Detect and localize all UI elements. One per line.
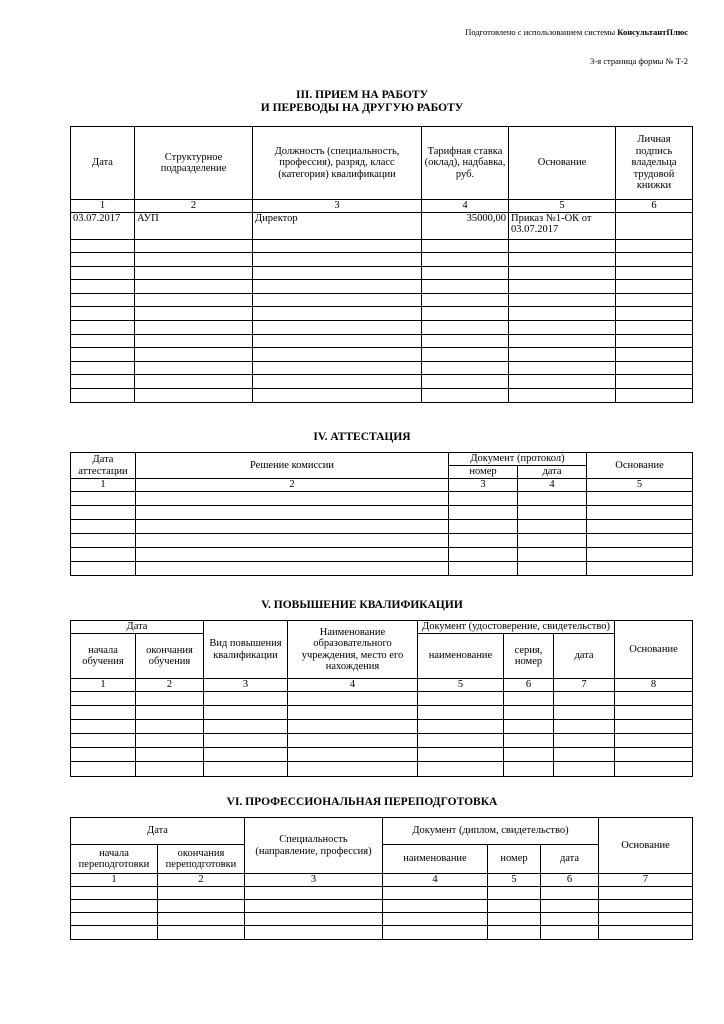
table-cell <box>615 734 693 748</box>
prepared-prefix: Подготовлено с использованием системы <box>465 27 618 37</box>
table-cell <box>253 280 422 294</box>
table-cell <box>518 561 587 575</box>
table-cell <box>71 533 136 547</box>
table-cell <box>449 491 518 505</box>
table-row <box>71 886 693 899</box>
col-number: 2 <box>136 679 204 692</box>
table-cell <box>71 913 158 926</box>
section3-title-line1: III. ПРИЕМ НА РАБОТУ <box>295 89 429 101</box>
table-cell <box>422 389 509 403</box>
table-cell <box>422 253 509 267</box>
table-cell <box>135 253 253 267</box>
table-cell <box>509 307 616 321</box>
col-header: Основание <box>509 127 616 200</box>
table-row <box>71 748 693 762</box>
col-header: окончания переподготовки <box>158 845 245 874</box>
table-row <box>71 762 693 776</box>
table-cell <box>71 505 136 519</box>
col-header: Документ (удостоверение, свидетельство) <box>418 621 615 634</box>
table-row <box>71 293 693 307</box>
table-cell <box>509 389 616 403</box>
table-cell <box>204 762 288 776</box>
table-cell <box>616 334 693 348</box>
table-cell <box>509 375 616 389</box>
col-header: Основание <box>587 453 693 479</box>
col-number: 4 <box>422 200 509 213</box>
col-header: начала обучения <box>71 634 136 679</box>
table-cell <box>253 321 422 335</box>
col-number: 3 <box>204 679 288 692</box>
table-cell <box>245 926 383 939</box>
col-header: наименование <box>383 845 488 874</box>
col-header: дата <box>541 845 599 874</box>
hiring-transfers-table <box>70 126 693 403</box>
table-cell <box>71 239 135 253</box>
table-cell <box>71 280 135 294</box>
table-cell <box>541 886 599 899</box>
col-number: 5 <box>488 874 541 887</box>
table-cell <box>615 705 693 719</box>
table-cell <box>71 547 136 561</box>
page-label: 3-я страница формы № Т-2 <box>590 56 688 66</box>
table-cell <box>422 280 509 294</box>
table-row <box>71 321 693 335</box>
col-number: 3 <box>449 479 518 492</box>
cell-rate: 35000,00 <box>422 212 509 239</box>
table-row <box>71 239 693 253</box>
table-cell <box>204 748 288 762</box>
table-cell <box>509 321 616 335</box>
table-cell <box>518 519 587 533</box>
table-cell <box>488 886 541 899</box>
table-cell <box>509 280 616 294</box>
col-number: 4 <box>518 479 587 492</box>
table-cell <box>504 719 554 733</box>
table-cell <box>135 361 253 375</box>
table-cell <box>71 762 136 776</box>
table-cell <box>136 762 204 776</box>
cell-date: 03.07.2017 <box>71 212 135 239</box>
table-cell <box>204 719 288 733</box>
col-number: 4 <box>288 679 418 692</box>
table-cell <box>587 533 693 547</box>
col-number: 4 <box>383 874 488 887</box>
table-cell <box>71 334 135 348</box>
table-cell <box>615 762 693 776</box>
col-number: 5 <box>418 679 504 692</box>
table-cell <box>253 361 422 375</box>
table-cell <box>616 321 693 335</box>
table-cell <box>418 719 504 733</box>
column-numbers-row <box>71 479 693 492</box>
table-cell <box>71 691 136 705</box>
table-cell <box>504 748 554 762</box>
col-number: 6 <box>616 200 693 213</box>
table-row <box>71 348 693 362</box>
table-cell <box>422 334 509 348</box>
table-cell <box>599 886 693 899</box>
table-cell <box>136 691 204 705</box>
cell-signature <box>616 212 693 239</box>
col-header: Специальность (направление, профессия) <box>245 818 383 874</box>
table-cell <box>616 348 693 362</box>
table-cell <box>71 321 135 335</box>
col-header: Вид повышения квалификации <box>204 621 288 679</box>
table-cell <box>204 691 288 705</box>
table-cell <box>136 719 204 733</box>
table-cell <box>616 293 693 307</box>
table-row <box>71 913 693 926</box>
table-cell <box>541 899 599 912</box>
table-cell <box>504 762 554 776</box>
table-cell <box>136 519 449 533</box>
table-cell <box>422 348 509 362</box>
table-cell <box>135 375 253 389</box>
col-header: начала переподготовки <box>71 845 158 874</box>
table-cell <box>135 389 253 403</box>
table-cell <box>158 899 245 912</box>
table-cell <box>541 913 599 926</box>
col-header: номер <box>449 466 518 479</box>
table-cell <box>509 239 616 253</box>
table-cell <box>422 307 509 321</box>
table-cell <box>135 334 253 348</box>
table-cell <box>71 519 136 533</box>
table-cell <box>616 266 693 280</box>
table-cell <box>599 899 693 912</box>
table-cell <box>71 734 136 748</box>
table-cell <box>71 307 135 321</box>
table-cell <box>383 886 488 899</box>
table-row <box>71 307 693 321</box>
table-cell <box>518 491 587 505</box>
table-cell <box>253 293 422 307</box>
col-number: 2 <box>136 479 449 492</box>
table-row <box>71 280 693 294</box>
col-number: 1 <box>71 200 135 213</box>
table-row <box>71 375 693 389</box>
section3-title <box>0 89 724 114</box>
table-cell <box>71 886 158 899</box>
table-cell <box>554 705 615 719</box>
table-cell <box>71 719 136 733</box>
table-cell <box>135 280 253 294</box>
table-cell <box>616 253 693 267</box>
table-row <box>71 899 693 912</box>
col-number: 7 <box>554 679 615 692</box>
table-cell <box>136 547 449 561</box>
col-header: Дата <box>71 127 135 200</box>
table-cell <box>204 734 288 748</box>
table-cell <box>245 913 383 926</box>
table-cell <box>616 361 693 375</box>
section3-title-line2: И ПЕРЕВОДЫ НА ДРУГУЮ РАБОТУ <box>260 101 464 114</box>
table-cell <box>383 913 488 926</box>
table-cell <box>599 926 693 939</box>
table-cell <box>288 691 418 705</box>
table-cell <box>518 547 587 561</box>
table-cell <box>71 748 136 762</box>
table-cell <box>204 705 288 719</box>
table-cell <box>136 748 204 762</box>
table-cell <box>136 491 449 505</box>
table-cell <box>136 533 449 547</box>
table-cell <box>616 375 693 389</box>
table-cell <box>422 375 509 389</box>
table-header-row <box>71 453 693 466</box>
table-cell <box>554 748 615 762</box>
col-header: дата <box>518 466 587 479</box>
table-cell <box>616 389 693 403</box>
attestation-table <box>70 452 693 576</box>
col-header: номер <box>488 845 541 874</box>
col-header: Решение комиссии <box>136 453 449 479</box>
col-number: 5 <box>587 479 693 492</box>
table-cell <box>71 375 135 389</box>
table-cell <box>422 321 509 335</box>
table-cell <box>509 266 616 280</box>
column-numbers-row <box>71 874 693 887</box>
table-cell <box>422 266 509 280</box>
table-row <box>71 266 693 280</box>
table-cell <box>158 913 245 926</box>
table-cell <box>554 734 615 748</box>
table-cell <box>509 293 616 307</box>
col-header: Личная подпись владельца трудовой книжки <box>616 127 693 200</box>
column-numbers-row <box>71 679 693 692</box>
table-cell <box>509 253 616 267</box>
col-number: 8 <box>615 679 693 692</box>
col-header: Наименование образовательного учреждения, место его нахождения <box>288 621 418 679</box>
col-header: дата <box>554 634 615 679</box>
col-header: Тарифная ставка (оклад), надбавка, руб. <box>422 127 509 200</box>
col-header: Дата <box>71 818 245 845</box>
col-number: 2 <box>158 874 245 887</box>
table-cell <box>245 886 383 899</box>
table-row <box>71 389 693 403</box>
col-header: Дата аттестации <box>71 453 136 479</box>
table-row <box>71 705 693 719</box>
table-cell <box>615 691 693 705</box>
table-cell <box>136 734 204 748</box>
table-cell <box>418 691 504 705</box>
prepared-note <box>465 27 688 37</box>
table-row <box>71 691 693 705</box>
table-cell <box>288 748 418 762</box>
table-cell <box>253 307 422 321</box>
col-header: Структурное подразделение <box>135 127 253 200</box>
table-cell <box>158 926 245 939</box>
col-header: окончания обучения <box>136 634 204 679</box>
table-header-row <box>71 127 693 200</box>
table-cell <box>509 334 616 348</box>
table-cell <box>71 361 135 375</box>
table-cell <box>449 533 518 547</box>
section4-title: IV. АТТЕСТАЦИЯ <box>313 431 411 443</box>
table-cell <box>615 748 693 762</box>
table-cell <box>587 561 693 575</box>
table-cell <box>288 734 418 748</box>
col-header: Документ (протокол) <box>449 453 587 466</box>
table-cell <box>449 561 518 575</box>
table-header-row <box>71 621 693 634</box>
table-cell <box>554 691 615 705</box>
table-row <box>71 361 693 375</box>
table-cell <box>71 561 136 575</box>
table-cell <box>488 926 541 939</box>
table-cell <box>587 505 693 519</box>
table-cell <box>253 253 422 267</box>
table-cell <box>253 375 422 389</box>
table-cell <box>135 266 253 280</box>
col-header: серия, номер <box>504 634 554 679</box>
col-number: 5 <box>509 200 616 213</box>
table-cell <box>135 307 253 321</box>
col-number: 6 <box>504 679 554 692</box>
table-cell <box>135 348 253 362</box>
table-cell <box>504 691 554 705</box>
table-cell <box>288 705 418 719</box>
table-cell <box>488 913 541 926</box>
col-number: 3 <box>245 874 383 887</box>
table-row <box>71 491 693 505</box>
col-header: Должность (специальность, профессия), разряд, класс (категория) квалификации <box>253 127 422 200</box>
table-row <box>71 926 693 939</box>
col-number: 1 <box>71 679 136 692</box>
col-header: Дата <box>71 621 204 634</box>
table-row <box>71 519 693 533</box>
table-cell <box>422 361 509 375</box>
table-row <box>71 734 693 748</box>
table-cell <box>136 705 204 719</box>
table-cell <box>71 926 158 939</box>
table-cell <box>245 899 383 912</box>
table-row <box>71 561 693 575</box>
cell-unit: АУП <box>135 212 253 239</box>
table-cell <box>615 719 693 733</box>
col-header: Основание <box>615 621 693 679</box>
table-cell <box>418 705 504 719</box>
table-row <box>71 533 693 547</box>
col-number: 2 <box>135 200 253 213</box>
col-number: 3 <box>253 200 422 213</box>
table-cell <box>135 293 253 307</box>
table-header-row <box>71 818 693 845</box>
table-cell <box>449 547 518 561</box>
table-cell <box>71 293 135 307</box>
table-cell <box>554 719 615 733</box>
table-cell <box>136 505 449 519</box>
col-number: 7 <box>599 874 693 887</box>
table-cell <box>504 705 554 719</box>
table-cell <box>288 719 418 733</box>
table-row <box>71 334 693 348</box>
table-row <box>71 719 693 733</box>
table-row <box>71 253 693 267</box>
table-cell <box>418 748 504 762</box>
table-cell <box>135 321 253 335</box>
table-cell <box>616 280 693 294</box>
section6-title: VI. ПРОФЕССИОНАЛЬНАЯ ПЕРЕПОДГОТОВКА <box>226 796 498 808</box>
table-cell <box>253 348 422 362</box>
table-cell <box>71 253 135 267</box>
table-cell <box>253 389 422 403</box>
table-cell <box>587 519 693 533</box>
table-cell <box>504 734 554 748</box>
col-header: Основание <box>599 818 693 874</box>
table-cell <box>599 913 693 926</box>
table-cell <box>418 734 504 748</box>
cell-basis: Приказ №1-ОК от 03.07.2017 <box>509 212 616 239</box>
table-cell <box>449 505 518 519</box>
table-cell <box>616 307 693 321</box>
table-cell <box>418 762 504 776</box>
retraining-table <box>70 817 693 940</box>
qualification-table <box>70 620 693 777</box>
table-cell <box>518 533 587 547</box>
cell-position: Директор <box>253 212 422 239</box>
table-cell <box>488 899 541 912</box>
column-numbers-row <box>71 200 693 213</box>
table-cell <box>509 361 616 375</box>
section5-title: V. ПОВЫШЕНИЕ КВАЛИФИКАЦИИ <box>261 599 463 611</box>
table-cell <box>136 561 449 575</box>
table-row <box>71 505 693 519</box>
col-number: 1 <box>71 479 136 492</box>
table-cell <box>71 348 135 362</box>
col-header: Документ (диплом, свидетельство) <box>383 818 599 845</box>
table-row <box>71 212 693 239</box>
table-cell <box>288 762 418 776</box>
table-cell <box>71 491 136 505</box>
table-cell <box>158 886 245 899</box>
table-cell <box>71 266 135 280</box>
col-number: 1 <box>71 874 158 887</box>
table-cell <box>541 926 599 939</box>
table-cell <box>449 519 518 533</box>
col-header: наименование <box>418 634 504 679</box>
table-cell <box>554 762 615 776</box>
table-cell <box>71 705 136 719</box>
col-number: 6 <box>541 874 599 887</box>
table-cell <box>135 239 253 253</box>
table-cell <box>383 926 488 939</box>
table-row <box>71 547 693 561</box>
table-cell <box>253 239 422 253</box>
table-cell <box>422 239 509 253</box>
prepared-brand: КонсультантПлюс <box>617 27 688 37</box>
table-cell <box>71 899 158 912</box>
table-cell <box>253 334 422 348</box>
table-cell <box>253 266 422 280</box>
table-cell <box>422 293 509 307</box>
table-cell <box>71 389 135 403</box>
table-cell <box>509 348 616 362</box>
table-cell <box>587 491 693 505</box>
table-cell <box>383 899 488 912</box>
table-cell <box>587 547 693 561</box>
table-cell <box>518 505 587 519</box>
table-cell <box>616 239 693 253</box>
